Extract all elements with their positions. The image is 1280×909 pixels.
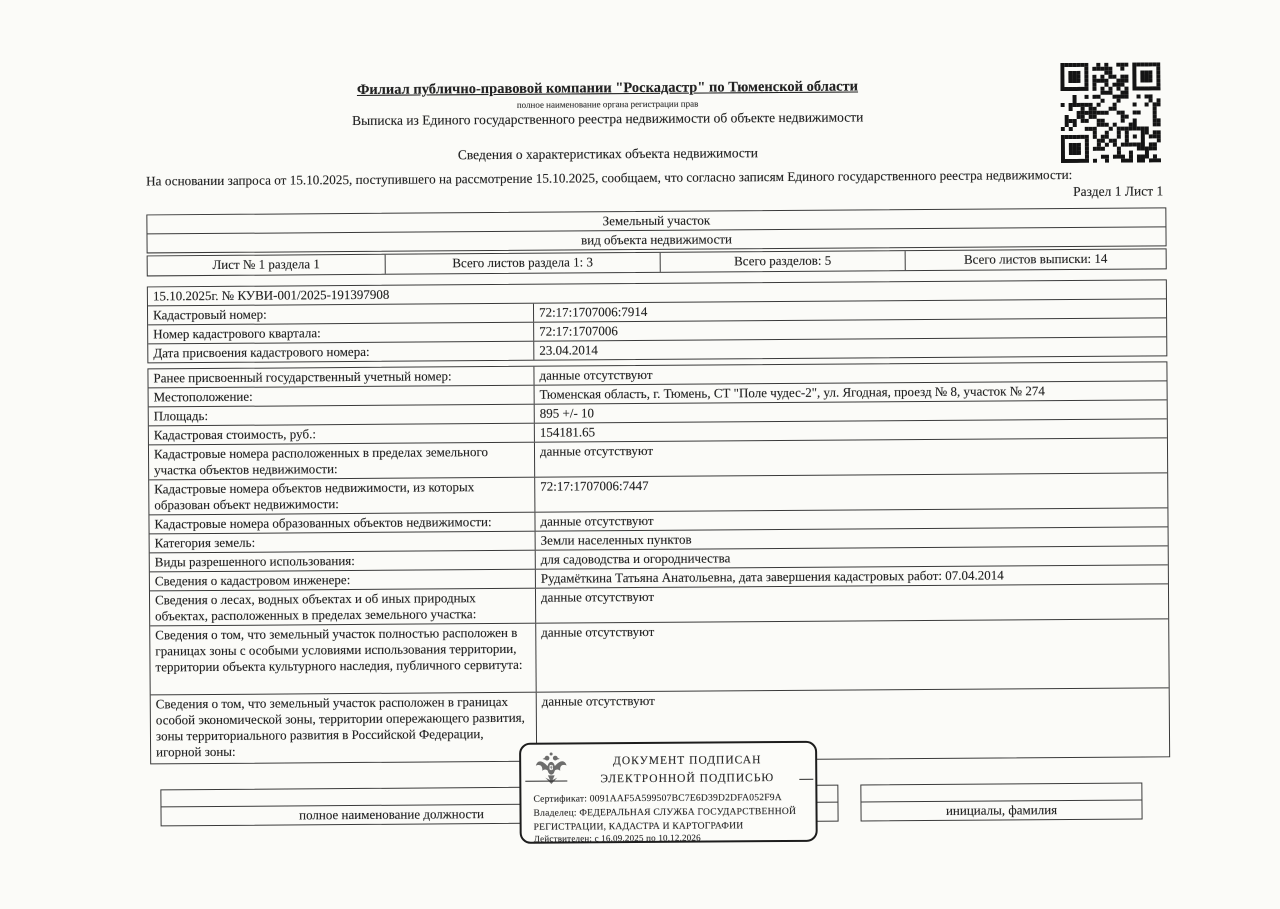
object-kind: Земельный участок (602, 212, 711, 229)
registration-authority-name: Филиал публично-правовой компании "Роскадастр" по Тюменской области (356, 78, 859, 98)
table-row (150, 618, 1168, 694)
request-basis-line: На основании запроса от 15.10.2025, поступившего на рассмотрение 15.10.2025, сообщаем, что согласно записям Единого государственного реестра недвижимости: (146, 166, 1073, 189)
table-row (149, 437, 1167, 479)
row-label: Виды разрешенного использования: (154, 552, 355, 570)
cadastral-id-table (147, 279, 1168, 363)
row-value: 72:17:1707006:7447 (534, 473, 1167, 511)
stamp-title-line2: ЭЛЕКТРОННОЙ ПОДПИСЬЮ (600, 772, 775, 786)
row-value: для садоводства и огородничества (535, 546, 1168, 568)
stamp-validity: Действителен: с 16.09.2025 по 10.12.2026 (533, 832, 701, 844)
row-label: Номер кадастрового квартала: (153, 325, 321, 342)
row-value: Рудамёткина Татьяна Анатольевна, дата завершения кадастровых работ: 07.04.2014 (535, 565, 1168, 587)
object-kind-caption: вид объекта недвижимости (581, 231, 733, 248)
row-label: Сведения о том, что земельный участок расположен в границах особой экономической зоны, территории опережающего развития, зоны территориального развития в Российской Федерации, игорной зоны: (155, 693, 525, 760)
row-label: Категория земель: (154, 534, 256, 551)
row-value: 895 +/- 10 (534, 400, 1167, 422)
stamp-title-line1: ДОКУМЕНТ ПОДПИСАН (612, 754, 762, 768)
row-label: Сведения о лесах, водных объектах и об иных природных объектах, расположенных в пределах земельного участка: (154, 590, 477, 624)
object-kind-table (146, 207, 1166, 253)
document-title: Выписка из Единого государственного реестра недвижимости об объекте недвижимости (352, 109, 864, 129)
section-sheet-label: Раздел 1 Лист 1 (1073, 183, 1164, 199)
table-row (150, 583, 1168, 625)
row-value: данные отсутствуют (533, 362, 1166, 384)
row-value: 72:17:1707006:7914 (533, 299, 1166, 321)
position-caption: полное наименование должности (299, 806, 484, 823)
section-sheets-total-cell: Всего листов раздела 1: 3 (385, 253, 660, 274)
row-value: Тюменская область, г. Тюмень, СТ "Поле чудес-2", ул. Ягодная, проезд № 8, участок № 274 (534, 381, 1167, 403)
row-label: Ранее присвоенный государственный учетный номер: (153, 368, 452, 386)
row-label: Местоположение: (153, 388, 253, 405)
registration-authority-caption: полное наименование органа регистрации прав (516, 98, 699, 110)
row-value: данные отсутствуют (535, 584, 1168, 622)
row-label: Кадастровая стоимость, руб.: (153, 426, 316, 443)
sections-total-cell: Всего разделов: 5 (660, 251, 905, 272)
row-value: 154181.65 (534, 419, 1167, 441)
row-label: Сведения о том, что земельный участок полностью расположен в границах зоны с особыми условиями использования территории, территории объекта культурного наследия, публичного сервитута: (155, 624, 523, 675)
row-value: 72:17:1707006 (533, 318, 1166, 340)
row-value: данные отсутствуют (534, 438, 1167, 476)
row-label: Кадастровые номера объектов недвижимости, из которых образован объект недвижимости: (154, 479, 475, 513)
name-caption: инициалы, фамилия (945, 802, 1058, 818)
object-details-table (147, 361, 1170, 764)
row-label: Сведения о кадастровом инженере: (154, 572, 351, 589)
extract-sheets-total-cell: Всего листов выписки: 14 (905, 249, 1166, 270)
section-title: Сведения о характеристиках объекта недвижимости (457, 145, 759, 163)
row-label: Кадастровые номера расположенных в пределах земельного участка объектов недвижимости: (153, 444, 489, 478)
stamp-owner-line2: РЕГИСТРАЦИИ, КАДАСТРА И КАРТОГРАФИИ (533, 820, 744, 833)
qr-code-icon (1060, 62, 1161, 163)
request-number: 15.10.2025г. № КУВИ-001/2025-191397908 (152, 286, 390, 304)
stamp-certificate: Сертификат: 0091AAF5A599507BC7E6D39D2DFA052F9A (533, 792, 782, 805)
row-value: данные отсутствуют (536, 688, 1169, 760)
table-row (148, 249, 1166, 275)
row-value: данные отсутствуют (534, 508, 1167, 530)
row-label: Кадастровый номер: (152, 306, 267, 323)
row-value: данные отсутствуют (535, 619, 1168, 691)
row-label: Дата присвоения кадастрового номера: (153, 343, 370, 361)
digital-signature-stamp (519, 741, 818, 844)
row-label: Кадастровые номера образованных объектов недвижимости: (154, 514, 492, 532)
name-signature-box (860, 783, 1142, 822)
sheet-number-cell: Лист № 1 раздела 1 (212, 256, 320, 272)
row-value: 23.04.2014 (533, 337, 1166, 359)
sheets-summary-table (147, 248, 1167, 276)
stamp-right-dash (799, 779, 813, 780)
row-value: Земли населенных пунктов (535, 527, 1168, 549)
table-row (149, 472, 1167, 514)
row-label: Площадь: (153, 408, 209, 424)
stamp-owner-line1: Владелец: ФЕДЕРАЛЬНАЯ СЛУЖБА ГОСУДАРСТВЕННОЙ (533, 805, 797, 819)
